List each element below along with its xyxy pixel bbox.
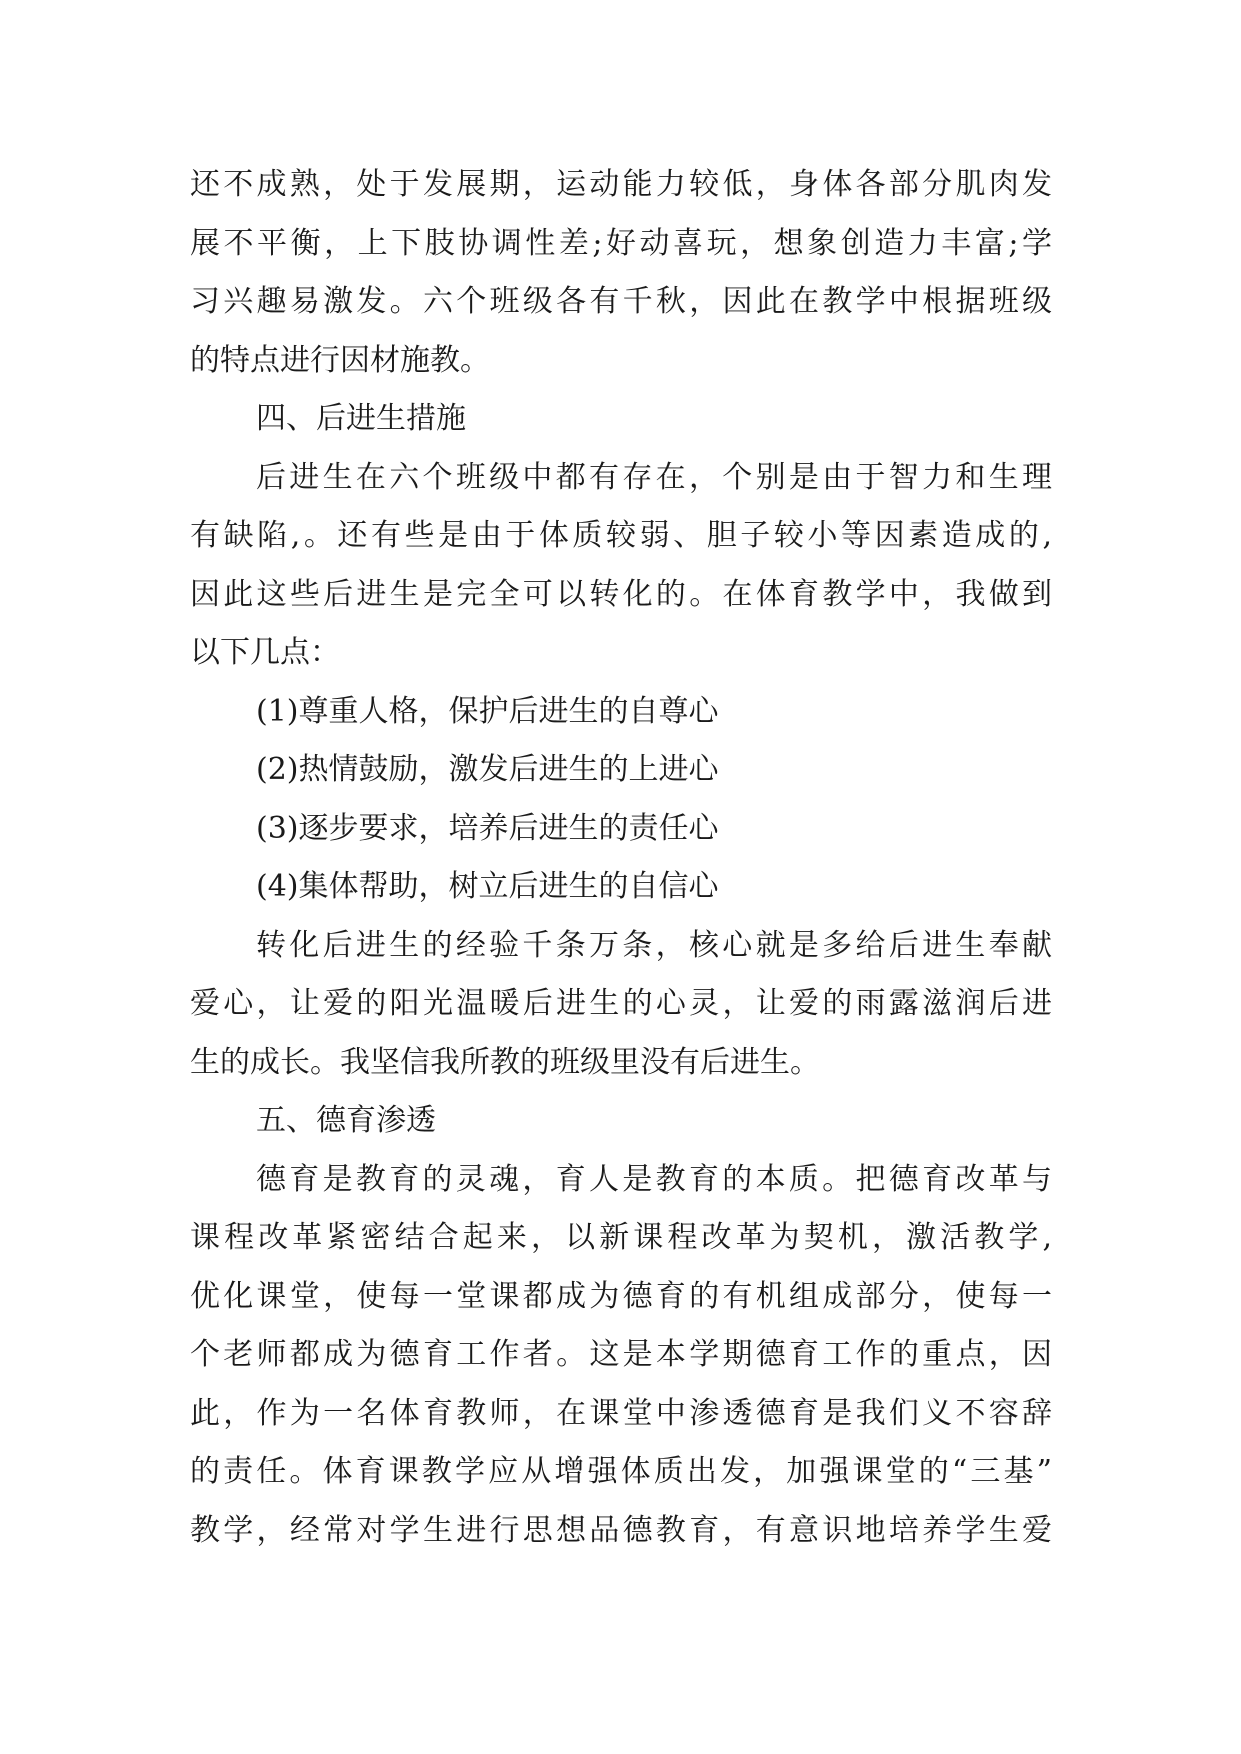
text-line: 转化后进生的经验千条万条，核心就是多给后进生奉献 — [256, 927, 1052, 963]
text-line: 课程改革紧密结合起来，以新课程改革为契机，激活教学, — [190, 1220, 1052, 1255]
text-line: 此，作为一名体育教师，在课堂中渗透德育是我们义不容辞 — [190, 1395, 1052, 1431]
text-line: 因此这些后进生是完全可以转化的。在体育教学中，我做到 — [190, 576, 1052, 612]
text-line: 有缺陷,。还有些是由于体质较弱、胆子较小等因素造成的, — [190, 518, 1052, 553]
text-line: 展不平衡，上下肢协调性差;好动喜玩，想象创造力丰富;学 — [190, 225, 1052, 261]
text-line: 习兴趣易激发。六个班级各有千秋，因此在教学中根据班级 — [190, 284, 1052, 319]
text-line: (3)逐步要求，培养后进生的责任心 — [256, 810, 719, 846]
text-line: 教学，经常对学生进行思想品德教育，有意识地培养学生爱 — [190, 1512, 1052, 1548]
document-body — [190, 156, 1052, 1560]
text-line: (1)尊重人格，保护后进生的自尊心 — [256, 693, 719, 729]
text-line: 生的成长。我坚信我所教的班级里没有后进生。 — [190, 1044, 820, 1080]
text-line: 爱心，让爱的阳光温暖后进生的心灵，让爱的雨露滋润后进 — [190, 986, 1052, 1021]
text-line: 个老师都成为德育工作者。这是本学期德育工作的重点，因 — [190, 1337, 1052, 1372]
text-line: (4)集体帮助，树立后进生的自信心 — [256, 869, 719, 904]
text-line: 的特点进行因材施教。 — [190, 342, 490, 378]
text-line: 后进生在六个班级中都有存在，个别是由于智力和生理 — [256, 459, 1052, 495]
text-line: 还不成熟，处于发展期，运动能力较低，身体各部分肌肉发 — [190, 167, 1052, 202]
text-line: 德育是教育的灵魂，育人是教育的本质。把德育改革与 — [256, 1161, 1052, 1197]
text-line: 五、德育渗透 — [256, 1103, 436, 1138]
text-line: 的责任。体育课教学应从增强体质出发，加强课堂的“三基” — [190, 1454, 1052, 1489]
text-line: (2)热情鼓励，激发后进生的上进心 — [256, 752, 719, 787]
text-line: 以下几点： — [190, 635, 340, 670]
text-line: 四、后进生措施 — [256, 401, 466, 436]
text-line: 优化课堂，使每一堂课都成为德育的有机组成部分，使每一 — [190, 1278, 1052, 1314]
